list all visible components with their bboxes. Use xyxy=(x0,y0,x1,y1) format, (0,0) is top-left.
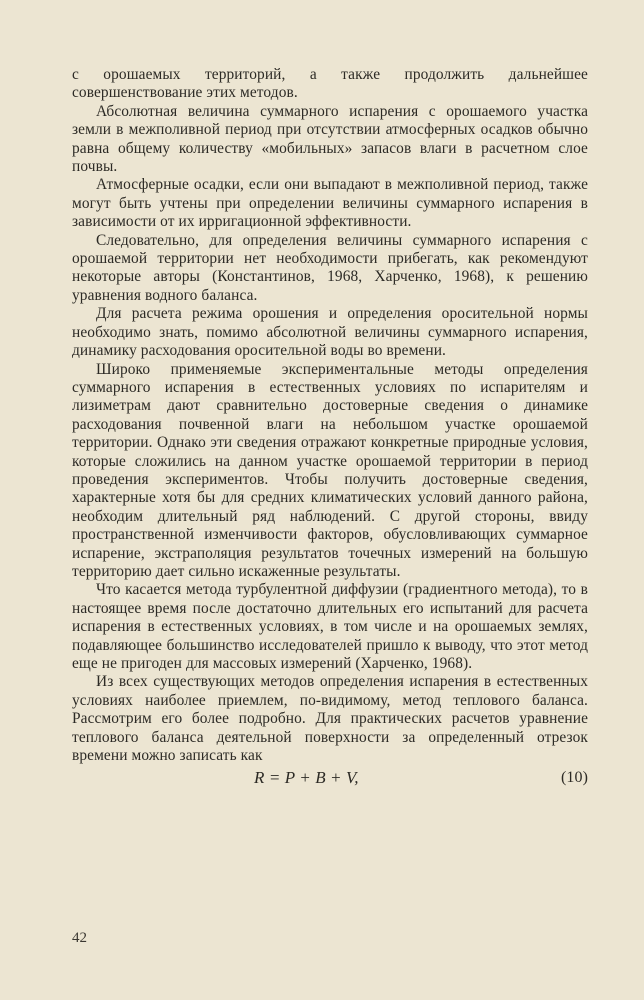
equation-expression: R = P + B + V, xyxy=(254,768,359,788)
paragraph: Атмосферные осадки, если они выпадают в межполивной период, также могут быть учтены при определении величины суммарного испарения в зависимости от их ирригационной эффективности. xyxy=(72,176,588,231)
paragraph: Абсолютная величина суммарного испарения с орошаемого участка земли в межполивной период при отсутствии атмосферных осадков обычно равна общему количеству «мобильных» запасов влаги в расчетном слое почвы. xyxy=(72,102,588,176)
body-text xyxy=(72,66,588,793)
paragraph: Широко применяемые экспериментальные методы определения суммарного испарения в естественных условиях по испарителям и лизиметрам дают сравнительно достоверные сведения о динамике расходования почвенной влаги на небольшом участке орошаемой территории. Однако эти сведения отражают конкретные природные условия, которые сложились на данном участке орошаемой территории в период проведения экспериментов. Чтобы получить достоверные сведения, характерные хотя бы для средних климатических условий данного района, необходим длительный ряд наблюдений. С другой стороны, ввиду пространственной изменчивости факторов, обусловливающих суммарное испарение, экстраполяция результатов точечных измерений на большую территорию дает сильно искаженные результаты. xyxy=(72,360,588,580)
paragraph: Следовательно, для определения величины суммарного испарения с орошаемой территории нет необходимости прибегать, как рекомендуют некоторые авторы (Константинов, 1968, Харченко, 1968), к решению уравнения водного баланса. xyxy=(72,231,588,304)
paragraph: Для расчета режима орошения и определения оросительной нормы необходимо знать, помимо абсолютной величины суммарного испарения, динамику расходования оросительной воды во времени. xyxy=(72,305,588,360)
equation-number: (10) xyxy=(560,769,588,787)
equation xyxy=(72,767,588,793)
paragraph: с орошаемых территорий, а также продолжить дальнейшее совершенствование этих методов. xyxy=(72,66,588,102)
paragraph: Что касается метода турбулентной диффузии (градиентного метода), то в настоящее время после достаточно длительных его испытаний для расчета испарения в естественных условиях, в том числе и на орошаемых землях, подавляющее большинство исследователей пришло к выводу, что этот метод еще не пригоден для массовых измерений (Харченко, 1968). xyxy=(72,581,588,672)
page-number: 42 xyxy=(72,930,87,946)
paragraph: Из всех существующих методов определения испарения в естественных условиях наиболее приемлем, по-видимому, метод теплового баланса. Рассмотрим его более подробно. Для практических расчетов уравнение теплового баланса деятельной поверхности за определенный отрезок времени можно записать как xyxy=(72,673,588,765)
